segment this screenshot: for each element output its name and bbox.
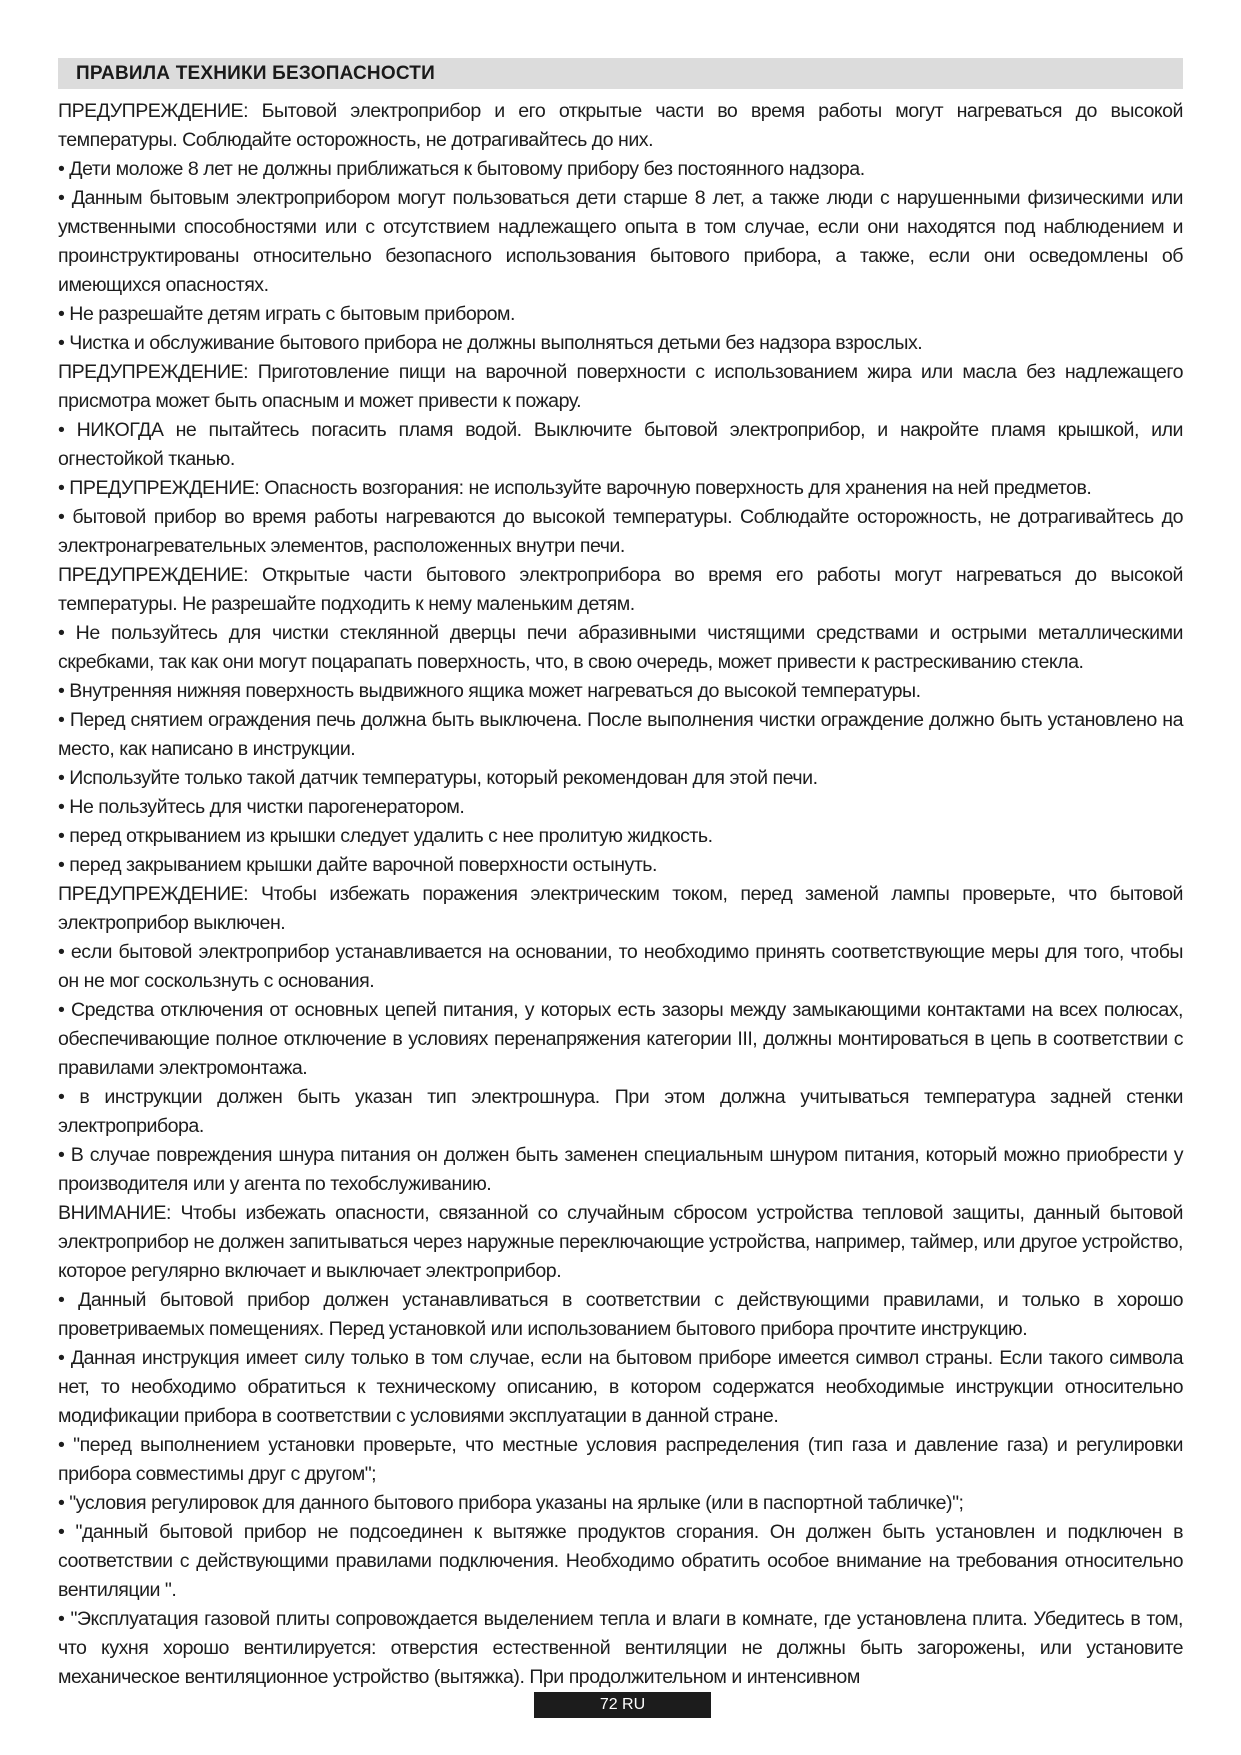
paragraph: • Данным бытовым электроприбором могут пользоваться дети старше 8 лет, а также люди с нарушенными физическими или умственными способностями или с отсутствием надлежащего опыта в том случае, если они находятся под наблюдением и проинструктированы относительно безопасного использования бытового прибора, а также, если они осведомлены об имеющихся опасностях. bbox=[58, 187, 1183, 296]
page-number-badge bbox=[534, 1692, 711, 1718]
paragraph: • Используйте только такой датчик температуры, который рекомендован для этой печи. bbox=[58, 767, 818, 789]
section-header bbox=[58, 58, 1183, 89]
section-title: ПРАВИЛА ТЕХНИКИ БЕЗОПАСНОСТИ bbox=[76, 62, 435, 84]
paragraph: ПРЕДУПРЕЖДЕНИЕ: Чтобы избежать поражения электрическим током, перед заменой лампы проверьте, что бытовой электроприбор выключен. bbox=[58, 883, 1183, 934]
page-number: 72 RU bbox=[599, 1696, 646, 1713]
paragraph: • Чистка и обслуживание бытового прибора не должны выполняться детьми без надзора взрослых. bbox=[58, 332, 923, 354]
paragraph: • "перед выполнением установки проверьте, что местные условия распределения (тип газа и давление газа) и регулировки прибора совместимы друг с другом"; bbox=[58, 1434, 1183, 1485]
paragraph: • "данный бытовой прибор не подсоединен к вытяжке продуктов сгорания. Он должен быть установлен и подключен в соответствии с действующими правилами подключения. Необходимо обратить особое внимание на требования относительно вентиляции ". bbox=[58, 1521, 1183, 1601]
paragraph: • Внутренняя нижняя поверхность выдвижного ящика может нагреваться до высокой температуры. bbox=[58, 680, 921, 702]
paragraph: • в инструкции должен быть указан тип электрошнура. При этом должна учитываться температура задней стенки электроприбора. bbox=[58, 1086, 1183, 1137]
paragraph: ПРЕДУПРЕЖДЕНИЕ: Бытовой электроприбор и его открытые части во время работы могут нагреваться до высокой температуры. Соблюдайте осторожность, не дотрагивайтесь до них. bbox=[58, 100, 1183, 151]
paragraph: • Данная инструкция имеет силу только в том случае, если на бытовом приборе имеется символ страны. Если такого символа нет, то необходимо обратиться к техническому описанию, в котором содержатся необходимые инструкции относительно модификации прибора в соответствии с условиями эксплуатации в данной стране. bbox=[58, 1347, 1183, 1427]
paragraph: • НИКОГДА не пытайтесь погасить пламя водой. Выключите бытовой электроприбор, и накройте пламя крышкой, или огнестойкой тканью. bbox=[58, 419, 1183, 470]
paragraph: • бытовой прибор во время работы нагреваются до высокой температуры. Соблюдайте осторожность, не дотрагивайтесь до электронагревательных элементов, расположенных внутри печи. bbox=[58, 506, 1183, 557]
paragraph: • Не пользуйтесь для чистки стеклянной дверцы печи абразивными чистящими средствами и острыми металлическими скребками, так как они могут поцарапать поверхность, что, в свою очередь, может привести к растрескиванию стекла. bbox=[58, 622, 1183, 673]
paragraph: • Данный бытовой прибор должен устанавливаться в соответствии с действующими правилами, и только в хорошо проветриваемых помещениях. Перед установкой или использованием бытового прибора прочтите инструкцию. bbox=[58, 1289, 1183, 1340]
paragraph: • если бытовой электроприбор устанавливается на основании, то необходимо принять соответствующие меры для того, чтобы он не мог соскользнуть с основания. bbox=[58, 941, 1183, 992]
paragraph: ВНИМАНИЕ: Чтобы избежать опасности, связанной со случайным сбросом устройства тепловой защиты, данный бытовой электроприбор не должен запитываться через наружные переключающие устройства, например, таймер, или другое устройство, которое регулярно включает и выключает электроприбор. bbox=[58, 1202, 1183, 1282]
paragraph: • "Эксплуатация газовой плиты сопровождается выделением тепла и влаги в комнате, где установлена плита. Убедитесь в том, что кухня хорошо вентилируется: отверстия естественной вентиляции не должны быть загорожены, или установите механическое вентиляционное устройство (вытяжка). При продолжительном и интенсивном bbox=[58, 1608, 1183, 1688]
document-page bbox=[58, 58, 1183, 1692]
paragraph: • перед закрыванием крышки дайте варочной поверхности остынуть. bbox=[58, 854, 657, 876]
paragraph: • Средства отключения от основных цепей питания, у которых есть зазоры между замыкающими контактами на всех полюсах, обеспечивающие полное отключение в условиях перенапряжения категории III, должны монтироваться в цепь в соответствии с правилами электромонтажа. bbox=[58, 999, 1183, 1079]
paragraph: ПРЕДУПРЕЖДЕНИЕ: Приготовление пищи на варочной поверхности с использованием жира или масла без надлежащего присмотра может быть опасным и может привести к пожару. bbox=[58, 361, 1183, 412]
paragraph: • ПРЕДУПРЕЖДЕНИЕ: Опасность возгорания: не используйте варочную поверхность для хранения на ней предметов. bbox=[58, 477, 1092, 499]
paragraph: • "условия регулировок для данного бытового прибора указаны на ярлыке (или в паспортной табличке)"; bbox=[58, 1492, 964, 1514]
paragraph: • В случае повреждения шнура питания он должен быть заменен специальным шнуром питания, который можно приобрести у производителя или у агента по техобслуживанию. bbox=[58, 1144, 1183, 1195]
paragraph: • Перед снятием ограждения печь должна быть выключена. После выполнения чистки ограждение должно быть установлено на место, как написано в инструкции. bbox=[58, 709, 1183, 760]
safety-rules-text bbox=[58, 97, 1183, 1692]
paragraph: ПРЕДУПРЕЖДЕНИЕ: Открытые части бытового электроприбора во время его работы могут нагреваться до высокой температуры. Не разрешайте подходить к нему маленьким детям. bbox=[58, 564, 1183, 615]
paragraph: • Не пользуйтесь для чистки парогенератором. bbox=[58, 796, 465, 818]
paragraph: • перед открыванием из крышки следует удалить с нее пролитую жидкость. bbox=[58, 825, 713, 847]
paragraph: • Не разрешайте детям играть с бытовым прибором. bbox=[58, 303, 515, 325]
paragraph: • Дети моложе 8 лет не должны приближаться к бытовому прибору без постоянного надзора. bbox=[58, 158, 865, 180]
